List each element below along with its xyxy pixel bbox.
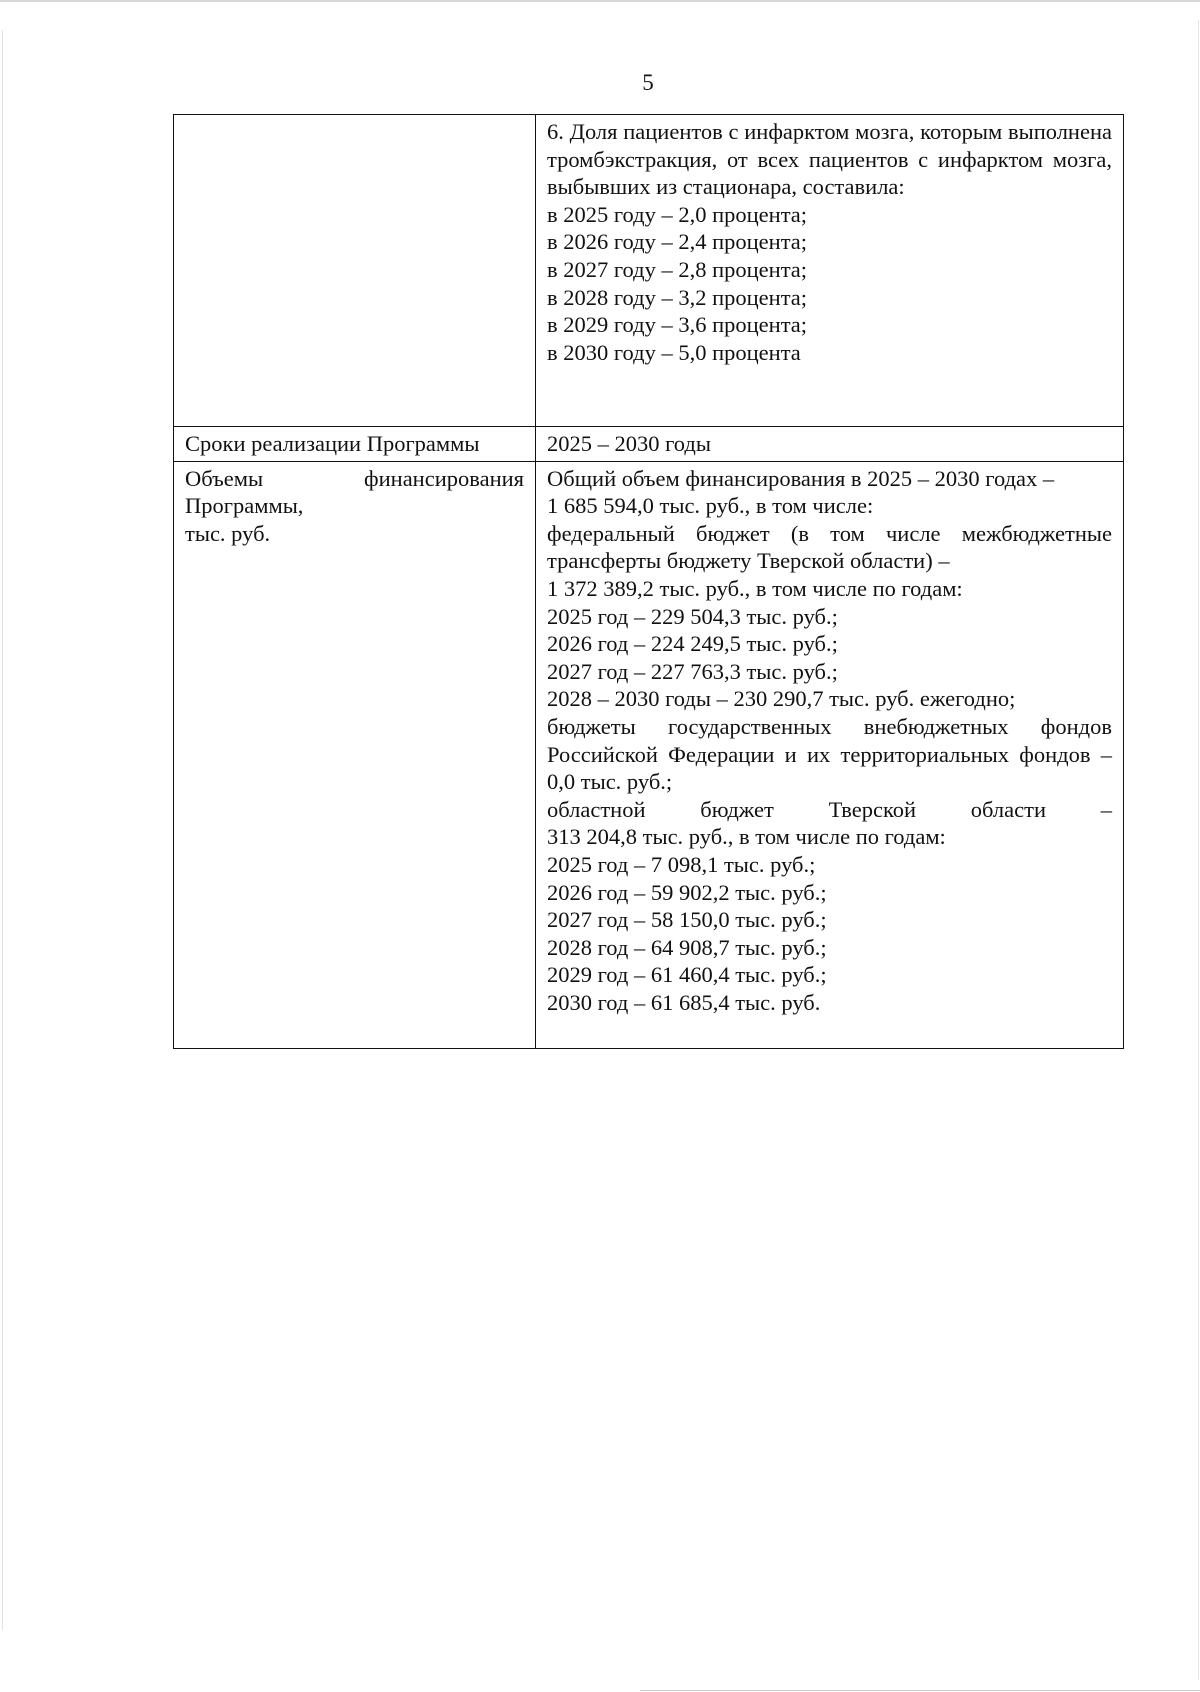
scan-edge-top	[0, 0, 1200, 2]
federal-years-2028-2030: 2028 – 2030 годы – 230 290,7 тыс. руб. ежегодно;	[547, 686, 1016, 712]
indicator-value-2025: в 2025 году – 2,0 процента;	[547, 201, 808, 227]
federal-budget-intro: федеральный бюджет (в том числе межбюджетные трансферты бюджету Тверской области) –	[547, 520, 1112, 574]
indicator-value-2027: в 2027 году – 2,8 процента;	[547, 256, 808, 282]
indicator-value-2028: в 2028 году – 3,2 процента;	[547, 284, 808, 310]
indicator-value-cell	[536, 115, 1124, 427]
terms-label-cell: Сроки реализации Программы	[174, 427, 536, 462]
federal-year-2026: 2026 год – 224 249,5 тыс. руб.;	[547, 631, 838, 657]
federal-year-2027: 2027 год – 227 763,3 тыс. руб.;	[547, 658, 838, 684]
scan-edge-right	[1198, 20, 1199, 1680]
regional-year-2028: 2028 год – 64 908,7 тыс. руб.;	[547, 934, 827, 960]
federal-budget-total: 1 372 389,2 тыс. руб., в том числе по годам:	[547, 575, 963, 601]
financing-label-cell	[174, 461, 536, 1048]
program-passport-table	[173, 114, 1124, 1049]
indicator-label-cell	[174, 115, 536, 427]
regional-budget-total: 313 204,8 тыс. руб., в том числе по годам:	[547, 824, 946, 850]
indicator-value-2026: в 2026 году – 2,4 процента;	[547, 229, 808, 255]
financing-total-line1: Общий объем финансирования в 2025 – 2030 годах –	[547, 465, 1055, 491]
table-row-indicator	[174, 115, 1124, 427]
indicator-value-2029: в 2029 году – 3,6 процента;	[547, 312, 808, 338]
regional-year-2026: 2026 год – 59 902,2 тыс. руб.;	[547, 879, 827, 905]
financing-total-line2: 1 685 594,0 тыс. руб., в том числе:	[547, 493, 874, 519]
federal-year-2025: 2025 год – 229 504,3 тыс. руб.;	[547, 603, 838, 629]
scan-edge-left	[2, 30, 3, 1630]
regional-budget-intro: областной бюджет Тверской области –	[547, 796, 1112, 822]
scan-edge-bottom	[640, 1690, 1200, 1691]
financing-label-line2: Программы,	[185, 493, 304, 519]
extrabudgetary-funds: бюджеты государственных внебюджетных фондов Российской Федерации и их территориальных фондов – 0,0 тыс. руб.;	[547, 713, 1112, 795]
indicator-value-2030: в 2030 году – 5,0 процента	[547, 339, 801, 365]
financing-value-cell	[536, 461, 1124, 1048]
indicator-intro: 6. Доля пациентов с инфарктом мозга, которым выполнена тромбэкстракция, от всех пациентов с инфарктом мозга, выбывших из стационара, составила:	[547, 119, 1112, 200]
page-number: 5	[642, 70, 654, 95]
regional-year-2029: 2029 год – 61 460,4 тыс. руб.;	[547, 962, 827, 988]
table-row-financing	[174, 461, 1124, 1048]
terms-value-cell: 2025 – 2030 годы	[536, 427, 1124, 462]
financing-label-line3: тыс. руб.	[185, 520, 271, 546]
regional-year-2027: 2027 год – 58 150,0 тыс. руб.;	[547, 907, 827, 933]
table-row-terms	[174, 427, 1124, 462]
regional-year-2030: 2030 год – 61 685,4 тыс. руб.	[547, 989, 821, 1015]
regional-year-2025: 2025 год – 7 098,1 тыс. руб.;	[547, 851, 816, 877]
financing-label-line1: Объемы финансирования	[185, 465, 524, 491]
